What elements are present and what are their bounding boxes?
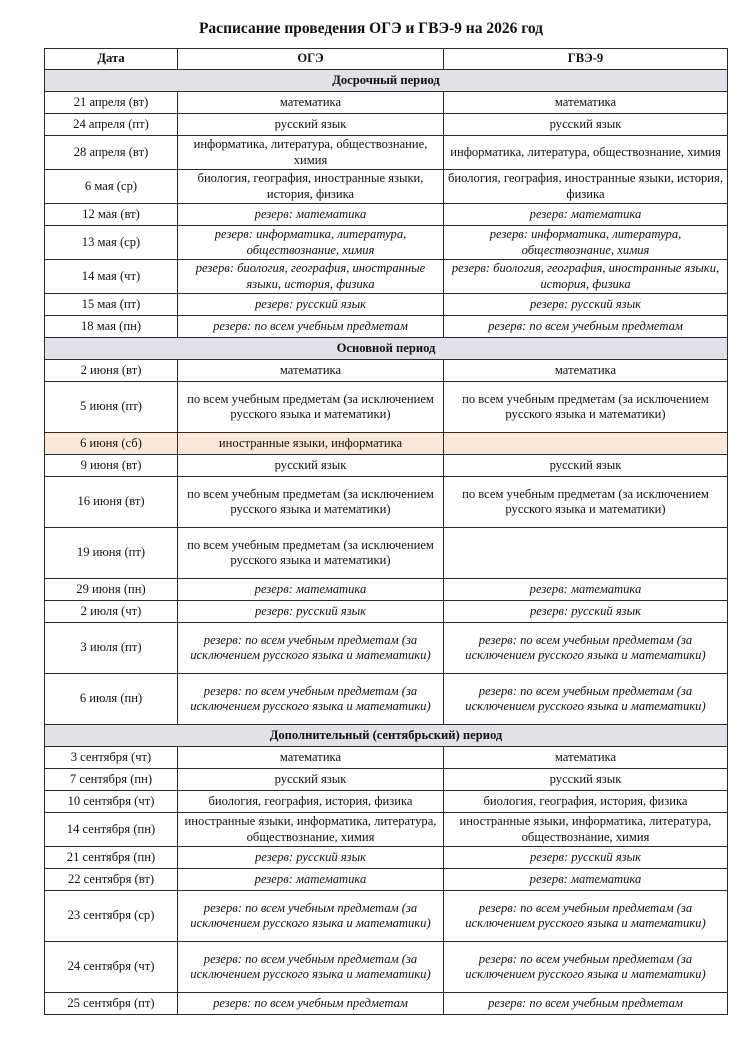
gve-cell: резерв: по всем учебным предметам (за исключением русского языка и математики) <box>444 891 728 942</box>
date-cell: 15 мая (пт) <box>45 294 178 316</box>
period-row <box>45 725 728 747</box>
gve-cell <box>444 528 728 579</box>
gve-cell: резерв: информатика, литература, обществознание, химия <box>444 226 728 260</box>
date-cell: 2 июля (чт) <box>45 601 178 623</box>
gve-cell: русский язык <box>444 455 728 477</box>
oge-cell: резерв: математика <box>178 869 444 891</box>
date-cell: 22 сентября (вт) <box>45 869 178 891</box>
gve-cell: резерв: русский язык <box>444 294 728 316</box>
table-row <box>45 455 728 477</box>
table-row <box>45 993 728 1015</box>
oge-cell: резерв: по всем учебным предметам <box>178 316 444 338</box>
gve-cell: резерв: математика <box>444 204 728 226</box>
table-row <box>45 477 728 528</box>
table-row <box>45 747 728 769</box>
oge-cell: биология, география, иностранные языки, история, физика <box>178 170 444 204</box>
oge-cell: русский язык <box>178 114 444 136</box>
date-cell: 14 сентября (пн) <box>45 813 178 847</box>
oge-cell: русский язык <box>178 455 444 477</box>
gve-cell: по всем учебным предметам (за исключением русского языка и математики) <box>444 477 728 528</box>
table-row <box>45 769 728 791</box>
table-row <box>45 360 728 382</box>
date-cell: 13 мая (ср) <box>45 226 178 260</box>
date-cell: 21 сентября (пн) <box>45 847 178 869</box>
oge-cell: резерв: математика <box>178 204 444 226</box>
table-row <box>45 382 728 433</box>
gve-cell: по всем учебным предметам (за исключением русского языка и математики) <box>444 382 728 433</box>
oge-cell: резерв: русский язык <box>178 294 444 316</box>
schedule-table <box>44 48 728 1015</box>
table-row <box>45 92 728 114</box>
oge-cell: резерв: русский язык <box>178 847 444 869</box>
date-cell: 24 апреля (пт) <box>45 114 178 136</box>
date-cell: 18 мая (пн) <box>45 316 178 338</box>
date-cell: 14 мая (чт) <box>45 260 178 294</box>
oge-cell: резерв: по всем учебным предметам <box>178 993 444 1015</box>
gve-cell: резерв: русский язык <box>444 601 728 623</box>
gve-cell: резерв: по всем учебным предметам <box>444 993 728 1015</box>
gve-cell: резерв: русский язык <box>444 847 728 869</box>
oge-cell: информатика, литература, обществознание, химия <box>178 136 444 170</box>
oge-cell: по всем учебным предметам (за исключением русского языка и математики) <box>178 477 444 528</box>
gve-cell: резерв: по всем учебным предметам (за исключением русского языка и математики) <box>444 674 728 725</box>
gve-cell: резерв: биология, география, иностранные языки, история, физика <box>444 260 728 294</box>
date-cell: 23 сентября (ср) <box>45 891 178 942</box>
oge-cell: резерв: информатика, литература, обществознание, химия <box>178 226 444 260</box>
header-row <box>45 49 728 70</box>
table-row <box>45 170 728 204</box>
gve-cell: биология, география, история, физика <box>444 791 728 813</box>
date-cell: 3 июля (пт) <box>45 623 178 674</box>
date-cell: 28 апреля (вт) <box>45 136 178 170</box>
date-cell: 2 июня (вт) <box>45 360 178 382</box>
table-row <box>45 204 728 226</box>
date-cell: 6 июля (пн) <box>45 674 178 725</box>
gve-cell: резерв: математика <box>444 579 728 601</box>
table-row <box>45 136 728 170</box>
table-row <box>45 260 728 294</box>
schedule-body <box>45 70 728 1015</box>
oge-cell: резерв: по всем учебным предметам (за исключением русского языка и математики) <box>178 891 444 942</box>
gve-cell: резерв: по всем учебным предметам (за исключением русского языка и математики) <box>444 942 728 993</box>
oge-cell: резерв: математика <box>178 579 444 601</box>
date-cell: 7 сентября (пн) <box>45 769 178 791</box>
gve-cell: математика <box>444 747 728 769</box>
oge-cell: резерв: по всем учебным предметам (за исключением русского языка и математики) <box>178 942 444 993</box>
date-cell: 16 июня (вт) <box>45 477 178 528</box>
oge-cell: резерв: русский язык <box>178 601 444 623</box>
date-cell: 6 июня (сб) <box>45 433 178 455</box>
oge-cell: русский язык <box>178 769 444 791</box>
period-heading: Основной период <box>45 338 728 360</box>
oge-cell: резерв: биология, география, иностранные языки, история, физика <box>178 260 444 294</box>
gve-cell: математика <box>444 360 728 382</box>
period-heading: Досрочный период <box>45 70 728 92</box>
date-cell: 9 июня (вт) <box>45 455 178 477</box>
page-title: Расписание проведения ОГЭ и ГВЭ-9 на 2026 год <box>198 20 544 37</box>
gve-cell: информатика, литература, обществознание, химия <box>444 136 728 170</box>
date-cell: 5 июня (пт) <box>45 382 178 433</box>
gve-cell: биология, география, иностранные языки, история, физика <box>444 170 728 204</box>
gve-cell: русский язык <box>444 114 728 136</box>
gve-cell: резерв: по всем учебным предметам (за исключением русского языка и математики) <box>444 623 728 674</box>
date-cell: 21 апреля (вт) <box>45 92 178 114</box>
date-cell: 12 мая (вт) <box>45 204 178 226</box>
column-header-gve: ГВЭ-9 <box>444 49 728 70</box>
date-cell: 24 сентября (чт) <box>45 942 178 993</box>
oge-cell: математика <box>178 747 444 769</box>
table-row <box>45 869 728 891</box>
oge-cell: резерв: по всем учебным предметам (за исключением русского языка и математики) <box>178 623 444 674</box>
table-row <box>45 791 728 813</box>
table-row <box>45 601 728 623</box>
table-row <box>45 579 728 601</box>
column-header-oge: ОГЭ <box>178 49 444 70</box>
period-row <box>45 70 728 92</box>
oge-cell: по всем учебным предметам (за исключением русского языка и математики) <box>178 528 444 579</box>
oge-cell: по всем учебным предметам (за исключением русского языка и математики) <box>178 382 444 433</box>
gve-cell: русский язык <box>444 769 728 791</box>
table-row <box>45 528 728 579</box>
table-row <box>45 942 728 993</box>
table-row <box>45 813 728 847</box>
gve-cell: резерв: по всем учебным предметам <box>444 316 728 338</box>
table-row <box>45 433 728 455</box>
oge-cell: математика <box>178 92 444 114</box>
table-row <box>45 891 728 942</box>
oge-cell: резерв: по всем учебным предметам (за исключением русского языка и математики) <box>178 674 444 725</box>
date-cell: 10 сентября (чт) <box>45 791 178 813</box>
oge-cell: биология, география, история, физика <box>178 791 444 813</box>
column-header-date: Дата <box>45 49 178 70</box>
date-cell: 3 сентября (чт) <box>45 747 178 769</box>
date-cell: 29 июня (пн) <box>45 579 178 601</box>
table-row <box>45 294 728 316</box>
table-row <box>45 623 728 674</box>
oge-cell: математика <box>178 360 444 382</box>
table-row <box>45 674 728 725</box>
table-row <box>45 114 728 136</box>
gve-cell: математика <box>444 92 728 114</box>
date-cell: 6 мая (ср) <box>45 170 178 204</box>
table-row <box>45 316 728 338</box>
table-row <box>45 847 728 869</box>
table-row <box>45 226 728 260</box>
gve-cell: иностранные языки, информатика, литература, обществознание, химия <box>444 813 728 847</box>
gve-cell <box>444 433 728 455</box>
date-cell: 19 июня (пт) <box>45 528 178 579</box>
oge-cell: иностранные языки, информатика, литература, обществознание, химия <box>178 813 444 847</box>
period-heading: Дополнительный (сентябрьский) период <box>45 725 728 747</box>
oge-cell: иностранные языки, информатика <box>178 433 444 455</box>
gve-cell: резерв: математика <box>444 869 728 891</box>
period-row <box>45 338 728 360</box>
date-cell: 25 сентября (пт) <box>45 993 178 1015</box>
